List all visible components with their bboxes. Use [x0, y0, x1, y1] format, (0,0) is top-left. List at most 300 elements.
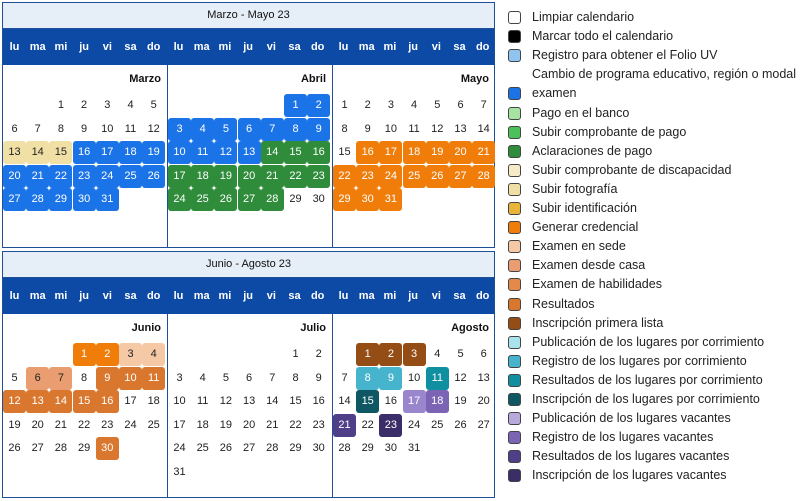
weekday-label: ju [408, 41, 418, 53]
day-cell[interactable]: 26 [454, 418, 467, 431]
day-cell[interactable]: 15 [49, 141, 72, 164]
day-cell[interactable]: 9 [307, 118, 330, 141]
day-cell[interactable]: 20 [449, 141, 472, 164]
day-cell[interactable]: 4 [199, 371, 206, 384]
day-cell[interactable]: 31 [96, 188, 119, 211]
day-cell[interactable]: 2 [364, 99, 371, 111]
day-cell[interactable]: 19 [214, 165, 237, 188]
day-cell[interactable]: 8 [81, 371, 88, 384]
day-cell[interactable]: 25 [403, 165, 426, 188]
weekday-label: sa [124, 41, 137, 53]
weekday-label: do [146, 41, 161, 53]
legend-label: Subir comprobante de discapacidad [532, 162, 732, 177]
day-cell[interactable]: 16 [384, 395, 398, 407]
day-cell[interactable]: 26 [142, 165, 165, 188]
day-cell[interactable]: 2 [81, 99, 88, 111]
day-cell[interactable]: 27 [242, 442, 256, 454]
weekday-label: mi [218, 290, 232, 302]
day-cell[interactable]: 28 [261, 188, 284, 211]
legend-label: Aclaraciones de pago [532, 143, 653, 158]
day-cell[interactable]: 21 [54, 418, 68, 431]
day-cell[interactable]: 28 [266, 442, 279, 454]
panel-title: Marzo - Mayo 23 [3, 3, 494, 29]
day-cell[interactable]: 25 [431, 418, 444, 431]
day-cell[interactable]: 16 [312, 395, 325, 407]
day-cell[interactable]: 28 [338, 442, 351, 454]
day-cell[interactable]: 15 [356, 390, 379, 413]
day-cell[interactable]: 9 [315, 371, 322, 384]
day-cell[interactable]: 11 [426, 367, 449, 390]
day-cell[interactable]: 8 [292, 371, 299, 384]
day-cell[interactable]: 25 [191, 188, 214, 211]
day-cell[interactable]: 5 [434, 99, 441, 111]
calendar-panel-june-august [2, 251, 495, 498]
day-cell[interactable]: 30 [312, 193, 325, 205]
legend-swatch[interactable] [508, 30, 521, 43]
day-cell[interactable]: 12 [219, 395, 233, 407]
legend-item[interactable] [508, 449, 800, 468]
day-cell[interactable]: 27 [449, 165, 472, 188]
legend-swatch[interactable] [508, 49, 521, 62]
legend-label: Inscripción primera lista [532, 315, 664, 330]
legend-swatch[interactable] [508, 221, 521, 234]
day-cell[interactable]: 19 [142, 141, 165, 164]
legend-swatch[interactable] [508, 450, 521, 463]
day-cell[interactable]: 5 [214, 118, 237, 141]
legend-label: Subir identificación [532, 201, 637, 215]
legend-label: Pago en el banco [532, 105, 630, 120]
legend-label: Limpiar calendario [532, 10, 635, 24]
day-cell[interactable]: 19 [8, 418, 21, 431]
legend-swatch[interactable] [508, 278, 521, 291]
legend-item[interactable] [508, 258, 800, 277]
day-cell[interactable]: 11 [124, 122, 137, 135]
weekday-header-3 [332, 29, 494, 65]
day-cell[interactable]: 12 [3, 390, 26, 413]
weekday-label: ma [29, 41, 46, 53]
day-cell[interactable]: 1 [73, 343, 96, 366]
legend-item[interactable] [508, 106, 800, 125]
weekday-label: vi [266, 290, 276, 302]
legend-item[interactable] [508, 354, 800, 373]
day-cell[interactable]: 6 [11, 122, 18, 135]
day-cell[interactable]: 23 [307, 165, 330, 188]
day-cell[interactable]: 13 [238, 141, 261, 164]
day-cell[interactable]: 14 [477, 122, 490, 135]
day-cell[interactable]: 13 [454, 122, 467, 135]
day-cell[interactable]: 10 [119, 367, 142, 390]
day-cell[interactable]: 24 [168, 188, 191, 211]
day-cell[interactable]: 8 [341, 122, 348, 135]
legend-label: Marcar todo el calendario [532, 29, 674, 44]
legend-swatch[interactable] [508, 259, 521, 272]
day-cell[interactable]: 5 [11, 371, 18, 384]
month-grid-mayo [332, 65, 495, 247]
day-cell[interactable]: 31 [173, 465, 186, 478]
legend-item[interactable] [508, 468, 800, 487]
legend-swatch[interactable] [508, 107, 521, 120]
legend-swatch[interactable] [508, 183, 521, 196]
day-cell[interactable]: 17 [168, 165, 191, 188]
day-cell[interactable]: 31 [407, 442, 421, 454]
day-cell[interactable]: 10 [168, 141, 191, 164]
day-cell[interactable]: 1 [284, 94, 307, 117]
day-cell[interactable]: 18 [426, 390, 449, 413]
day-cell[interactable]: 1 [57, 99, 64, 111]
day-cell[interactable]: 14 [26, 141, 49, 164]
day-cell[interactable]: 16 [356, 141, 379, 164]
day-cell[interactable]: 7 [49, 367, 72, 390]
day-cell[interactable]: 10 [407, 371, 421, 384]
legend-swatch[interactable] [508, 355, 521, 368]
day-cell[interactable]: 29 [289, 442, 302, 454]
day-cell[interactable]: 8 [356, 367, 379, 390]
day-cell[interactable]: 28 [472, 165, 495, 188]
day-cell[interactable]: 13 [477, 371, 490, 384]
day-cell[interactable]: 18 [191, 165, 214, 188]
day-cell[interactable]: 14 [261, 141, 284, 164]
day-cell[interactable]: 23 [101, 418, 114, 431]
weekday-label: do [475, 290, 490, 302]
day-cell[interactable]: 9 [364, 122, 371, 135]
day-cell[interactable]: 11 [408, 122, 420, 135]
weekday-label: lu [173, 290, 184, 302]
month-grid-marzo [3, 65, 167, 247]
day-cell[interactable]: 9 [96, 367, 119, 390]
day-cell[interactable]: 15 [284, 141, 307, 164]
month-name: Junio [131, 322, 161, 334]
day-cell[interactable]: 17 [403, 390, 426, 413]
day-cell[interactable]: 6 [238, 118, 261, 141]
day-cell[interactable]: 16 [307, 141, 330, 164]
day-cell[interactable]: 1 [356, 343, 379, 366]
legend-item[interactable] [508, 411, 800, 430]
day-cell[interactable]: 17 [173, 418, 186, 431]
weekday-header-2 [167, 278, 332, 314]
day-cell[interactable]: 3 [387, 99, 394, 111]
day-cell[interactable]: 29 [361, 442, 374, 454]
legend-swatch[interactable] [508, 412, 521, 425]
legend-swatch[interactable] [508, 317, 521, 330]
legend-swatch[interactable] [508, 11, 521, 24]
day-cell[interactable]: 11 [196, 395, 209, 407]
day-cell[interactable]: 23 [379, 414, 402, 437]
weekday-label: lu [173, 41, 184, 53]
legend-label: Resultados de los lugares por corrimiento [532, 372, 763, 387]
legend-label: Examen de habilidades [532, 277, 662, 292]
day-cell[interactable]: 4 [191, 118, 214, 141]
day-cell[interactable]: 13 [242, 395, 256, 407]
weekday-label: mi [383, 41, 397, 53]
day-cell[interactable]: 29 [49, 188, 72, 211]
legend-item[interactable] [508, 144, 800, 163]
day-cell[interactable]: 17 [124, 395, 137, 407]
day-cell[interactable]: 23 [356, 165, 379, 188]
day-cell[interactable]: 22 [284, 165, 307, 188]
day-cell[interactable]: 30 [384, 442, 398, 454]
legend-swatch[interactable] [508, 298, 521, 311]
legend-label: Resultados de los lugares vacantes [532, 449, 730, 464]
day-cell[interactable]: 11 [191, 141, 214, 164]
weekday-label: lu [338, 290, 349, 302]
day-cell[interactable]: 18 [403, 141, 426, 164]
day-cell[interactable]: 20 [3, 165, 26, 188]
legend-item[interactable] [508, 430, 800, 449]
legend-item[interactable] [508, 239, 800, 258]
day-cell[interactable]: 21 [261, 165, 284, 188]
day-cell[interactable]: 30 [312, 442, 325, 454]
weekday-header-2 [167, 29, 332, 65]
weekday-header-1 [3, 29, 167, 65]
legend-label: Inscripción de los lugares por corrimiento [532, 392, 760, 406]
day-cell[interactable]: 4 [434, 348, 441, 360]
day-cell[interactable]: 19 [219, 418, 233, 431]
day-cell[interactable]: 21 [472, 141, 495, 164]
day-cell[interactable]: 30 [356, 188, 379, 211]
day-cell[interactable]: 10 [173, 395, 186, 407]
legend-item[interactable] [508, 297, 800, 316]
day-cell[interactable]: 4 [411, 99, 418, 111]
day-cell[interactable]: 26 [8, 442, 21, 454]
day-cell[interactable]: 3 [176, 371, 183, 384]
legend-swatch[interactable] [508, 126, 521, 139]
day-cell[interactable]: 22 [333, 165, 356, 188]
day-cell[interactable]: 27 [238, 188, 261, 211]
legend-item[interactable] [508, 373, 800, 392]
legend-item[interactable] [508, 201, 800, 220]
legend-swatch[interactable] [508, 164, 521, 177]
day-cell[interactable]: 14 [49, 390, 72, 413]
day-cell[interactable]: 6 [26, 367, 49, 390]
day-cell[interactable]: 29 [77, 442, 91, 454]
day-cell[interactable]: 21 [266, 418, 279, 431]
day-cell[interactable]: 31 [379, 188, 402, 211]
day-cell[interactable]: 21 [333, 414, 356, 437]
day-cell[interactable]: 5 [457, 348, 464, 360]
day-cell[interactable]: 9 [379, 367, 402, 390]
weekday-header-1 [3, 278, 167, 314]
day-cell[interactable]: 26 [219, 442, 233, 454]
legend-item[interactable] [508, 316, 800, 335]
day-cell[interactable]: 3 [104, 99, 111, 111]
weekday-label: lu [338, 41, 349, 53]
day-cell[interactable]: 1 [292, 348, 299, 360]
weekday-label: ju [79, 290, 89, 302]
weekday-label: mi [54, 290, 68, 302]
day-cell[interactable]: 7 [341, 371, 348, 384]
day-cell[interactable]: 2 [307, 94, 330, 117]
day-cell[interactable]: 10 [101, 122, 114, 135]
day-cell[interactable]: 6 [480, 348, 487, 360]
day-cell[interactable]: 24 [96, 165, 119, 188]
legend-label: Subir fotografía [532, 181, 618, 196]
legend-label: Publicación de los lugares por corrimiento [532, 334, 765, 349]
day-cell[interactable]: 12 [214, 141, 237, 164]
day-cell[interactable]: 29 [289, 193, 302, 205]
day-cell[interactable]: 18 [119, 141, 142, 164]
day-cell[interactable]: 30 [73, 188, 96, 211]
day-cell[interactable]: 17 [96, 141, 119, 164]
day-cell[interactable]: 2 [96, 343, 119, 366]
day-cell[interactable]: 7 [261, 118, 284, 141]
day-cell[interactable]: 27 [31, 442, 44, 454]
day-cell[interactable]: 20 [477, 395, 490, 407]
day-cell[interactable]: 16 [96, 390, 119, 413]
legend-label: Registro de los lugares vacantes [532, 430, 714, 445]
day-cell[interactable]: 1 [341, 99, 348, 111]
day-cell[interactable]: 7 [34, 122, 41, 135]
day-cell[interactable]: 26 [214, 188, 237, 211]
legend-item[interactable] [508, 29, 800, 48]
day-cell[interactable]: 24 [124, 418, 137, 431]
day-cell[interactable]: 10 [384, 122, 398, 135]
day-cell[interactable]: 22 [361, 418, 374, 431]
day-cell[interactable]: 20 [238, 165, 261, 188]
day-cell[interactable]: 4 [127, 99, 134, 111]
weekday-label: sa [124, 290, 137, 302]
day-cell[interactable]: 5 [150, 99, 157, 111]
day-cell[interactable]: 14 [338, 395, 351, 407]
legend-swatch[interactable] [508, 393, 521, 406]
day-cell[interactable]: 3 [168, 118, 191, 141]
weekday-label: lu [9, 41, 20, 53]
weekday-label: sa [453, 41, 466, 53]
legend-swatch[interactable] [508, 87, 521, 100]
day-cell[interactable]: 11 [142, 367, 165, 390]
day-cell[interactable]: 2 [315, 348, 322, 360]
day-cell[interactable]: 13 [26, 390, 49, 413]
day-cell[interactable]: 19 [426, 141, 449, 164]
calendar-panel-march-may [2, 2, 495, 248]
day-cell[interactable]: 7 [480, 99, 487, 111]
day-cell[interactable]: 22 [77, 418, 91, 431]
day-cell[interactable]: 14 [266, 395, 279, 407]
month-name: Marzo [129, 73, 161, 85]
day-cell[interactable]: 8 [57, 122, 64, 135]
weekday-label: vi [431, 41, 441, 53]
legend-item[interactable] [508, 125, 800, 144]
day-cell[interactable]: 18 [196, 418, 209, 431]
weekday-label: do [310, 41, 325, 53]
day-cell[interactable]: 2 [379, 343, 402, 366]
legend-swatch[interactable] [508, 431, 521, 444]
day-cell[interactable]: 8 [284, 118, 307, 141]
day-cell[interactable]: 25 [119, 165, 142, 188]
legend-label: Subir comprobante de pago [532, 124, 687, 139]
legend-item[interactable] [508, 48, 800, 67]
month-name: Abril [300, 73, 326, 85]
weekday-label: sa [288, 290, 301, 302]
day-cell[interactable]: 12 [454, 371, 467, 384]
legend-swatch[interactable] [508, 374, 521, 387]
day-cell[interactable]: 23 [312, 418, 325, 431]
day-cell[interactable]: 30 [96, 437, 119, 460]
day-cell[interactable]: 15 [73, 390, 96, 413]
weekday-label: ma [193, 290, 210, 302]
weekday-label: ju [79, 41, 89, 53]
weekday-label: do [310, 290, 325, 302]
day-cell[interactable]: 27 [3, 188, 26, 211]
day-cell[interactable]: 5 [222, 371, 229, 384]
day-cell[interactable]: 25 [196, 442, 209, 454]
legend-label: Examen en sede [532, 239, 626, 254]
day-cell[interactable]: 22 [289, 418, 302, 431]
day-cell[interactable]: 20 [31, 418, 44, 431]
legend-swatch[interactable] [508, 336, 521, 349]
legend-label: Generar credencial [532, 220, 639, 235]
weekday-label: lu [9, 290, 20, 302]
month-name: Julio [300, 322, 326, 334]
day-cell[interactable]: 20 [242, 418, 256, 431]
day-cell[interactable]: 16 [73, 141, 96, 164]
legend-item[interactable] [508, 392, 800, 411]
day-cell[interactable]: 4 [142, 343, 165, 366]
legend-item[interactable] [508, 335, 800, 354]
day-cell[interactable]: 15 [289, 395, 302, 407]
legend-swatch[interactable] [508, 202, 521, 215]
legend-item[interactable] [508, 10, 800, 29]
weekday-label: sa [288, 41, 301, 53]
legend-label: examen [532, 86, 577, 101]
legend-item[interactable] [508, 67, 800, 86]
day-cell[interactable]: 15 [338, 146, 351, 158]
day-cell[interactable]: 17 [379, 141, 402, 164]
day-cell[interactable]: 28 [54, 442, 68, 454]
day-cell[interactable]: 7 [269, 371, 276, 384]
legend-swatch[interactable] [508, 145, 521, 158]
weekday-label: ma [358, 290, 375, 302]
weekday-label: vi [102, 290, 112, 302]
weekday-label: vi [431, 290, 441, 302]
legend-item[interactable] [508, 182, 800, 201]
day-cell[interactable]: 6 [457, 99, 464, 111]
day-cell[interactable]: 28 [26, 188, 49, 211]
day-cell[interactable]: 22 [49, 165, 72, 188]
day-cell[interactable]: 6 [246, 371, 253, 384]
day-cell[interactable]: 12 [431, 122, 444, 135]
day-cell[interactable]: 24 [407, 418, 421, 431]
legend-swatch[interactable] [508, 469, 521, 482]
legend-item[interactable] [508, 163, 800, 182]
weekday-label: mi [383, 290, 397, 302]
day-cell[interactable]: 26 [426, 165, 449, 188]
legend-item[interactable] [508, 277, 800, 296]
month-grid-junio [3, 314, 167, 497]
day-cell[interactable]: 13 [3, 141, 26, 164]
weekday-label: ma [193, 41, 210, 53]
day-cell[interactable]: 3 [403, 343, 426, 366]
day-cell[interactable]: 25 [147, 418, 160, 431]
day-cell[interactable]: 9 [81, 122, 88, 135]
legend-swatch[interactable] [508, 240, 521, 253]
month-grid-abril [167, 65, 332, 247]
month-name: Mayo [460, 73, 489, 85]
day-cell[interactable]: 19 [454, 395, 467, 407]
day-cell[interactable]: 12 [147, 122, 160, 135]
weekday-header-3 [332, 278, 494, 314]
day-cell[interactable]: 23 [73, 165, 96, 188]
day-cell[interactable]: 18 [147, 395, 160, 407]
legend-item[interactable] [508, 86, 800, 105]
day-cell[interactable]: 27 [477, 418, 490, 431]
day-cell[interactable]: 3 [119, 343, 142, 366]
day-cell[interactable]: 29 [333, 188, 356, 211]
day-cell[interactable]: 24 [173, 442, 186, 454]
month-grid-agosto [332, 314, 495, 497]
day-cell[interactable]: 24 [379, 165, 402, 188]
legend-item[interactable] [508, 220, 800, 239]
day-cell[interactable]: 21 [26, 165, 49, 188]
